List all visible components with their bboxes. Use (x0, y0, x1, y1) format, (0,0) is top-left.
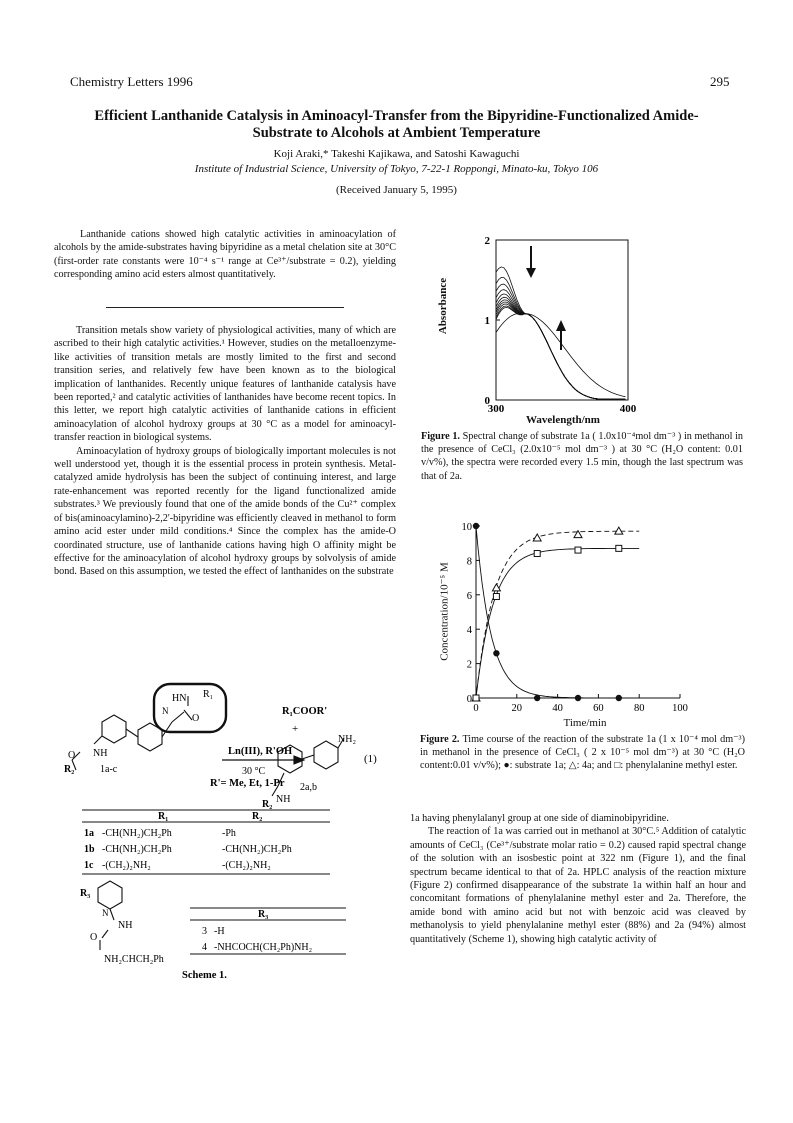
received-date: (Received January 5, 1995) (336, 184, 457, 196)
authors: Koji Araki,* Takeshi Kajikawa, and Satoshi Kawaguchi (273, 148, 520, 160)
figure2-caption-text: Time course of the reaction of the substrate 1a (1 x 10⁻⁴ mol dm⁻³) in methanol in the presence of CeCl₃ ( 2 x 10⁻⁵ mol dm⁻³) at 30 °C (H₂O content:0.01 v/v%); ●: substrate 1a; △: 4a; and □: phenylalanine methyl ester. (420, 734, 745, 772)
product-nh: NH (276, 794, 291, 805)
paragraph: Transition metals show variety of physiological activities, many of which are ascribed to their high catalytic activities.¹ However, studies on the metalloenzyme-like activities of transition metals are mostly limited to the first and second transition series, and relatively few have been known as to the biological implication of lanthanides. Recently unique features of lanthanide catalysis have been reported,² and catalytic activities of lanthanides have become recent topics. In this letter, we report high catalytic activities of lanthanide cations in efficient aminoacylation of alcohol hydroxy groups at 30 °C as a model for aminoacyl-transfer reaction in biological systems. (54, 325, 396, 444)
figure2-x-tick-label: 40 (552, 703, 563, 714)
paragraph: 1a having phenylalanyl group at one side of diaminobipyridine. (410, 813, 669, 824)
reagent-top: Ln(III), R'OH (228, 746, 293, 757)
figure1-plot (448, 228, 648, 428)
institution: Institute of Industrial Science, University of Tokyo, 7-22-1 Roppongi, Minato-ku, Tokyo 106 (194, 163, 599, 175)
paragraph: The reaction of 1a was carried out in methanol at 30°C.⁵ Addition of catalytic amounts of CeCl₃ (Ce³⁺/substrate molar ratio = 0.2) caused rapid spectral change of the solution with an isosbestic point at 322 nm (Figure 1), and the final spectrum became identical to that of 2a. HPLC analysis of the reaction mixture (Figure 2) confirmed disappearance of the substrate 1a within half an hour and concomitant formations of phenylalanine methyl ester and 2a. Therefore, the amide bond with amino acid but not with benzoic acid was cleaved by methanolysis to yield phenylalanine methyl ester (88%) and 2a (94%) almost quantitatively (Scheme 1), showing high catalytic activity of (410, 826, 746, 945)
figure1-spectrum-line (496, 304, 625, 399)
figure1-spectrum-line (496, 302, 625, 399)
side-chain: NH₂CHCH₂Ph (104, 954, 164, 965)
figure2-ester-point (493, 594, 499, 600)
table1-header-r1: R₁ (158, 811, 169, 822)
figure2-caption (420, 733, 745, 773)
figure2-y-tick-label: 8 (466, 556, 472, 568)
figure1-up-arrowhead (556, 320, 566, 331)
figure2-ylabel-box (436, 560, 456, 670)
abstract-divider (106, 307, 344, 308)
r3-label: R₃ (80, 888, 91, 899)
product-r2: R₂ (262, 799, 273, 810)
abstract (54, 228, 396, 282)
table1-cell: -CH(NH₂)CH₂Ph (102, 828, 172, 839)
figure2-xlabel: Time/min (563, 717, 607, 729)
table1-cell: 1b (84, 844, 95, 855)
figure2-ester-point (534, 551, 540, 557)
figure2-4a-point (533, 534, 541, 541)
compound-1ac: 1a-c (100, 764, 118, 775)
figure2-substrate-point (616, 695, 622, 701)
table1-cell: 1c (84, 860, 94, 871)
amide-nh: NH (93, 748, 108, 759)
figure2-x-tick-label: 20 (511, 703, 523, 714)
carbonyl-o: O (68, 750, 76, 761)
figure1-ylabel: Absorbance (437, 277, 449, 335)
amide-nh: NH (118, 920, 133, 931)
figure2-ester-curve (476, 548, 639, 698)
figure1-caption-label: Figure 1. (421, 431, 460, 442)
figure2-4a-point (615, 527, 623, 534)
scheme-caption: Scheme 1. (182, 970, 227, 981)
body-right-column (410, 812, 746, 946)
figure2-4a-curve (476, 531, 639, 698)
compound-2ab: 2a,b (300, 782, 317, 793)
table1-cell: -(CH₂)₂NH₂ (102, 860, 151, 871)
table1-cell: -(CH₂)₂NH₂ (222, 860, 271, 871)
figure1-down-arrowhead (526, 268, 536, 278)
ester-product: R₁COOR' (282, 706, 328, 717)
figure2-y-tick-label: 10 (461, 522, 472, 533)
carbonyl-o: O (90, 932, 98, 943)
table1-cell: -CH(NH₂)CH₂Ph (222, 844, 292, 855)
figure2-substrate-point (493, 650, 499, 656)
pyridine-ring (102, 715, 126, 743)
article-title: Efficient Lanthanide Catalysis in Aminoacyl-Transfer from the Bipyridine-Functionalized Amide-Substrate to Alcohols at Ambient Temperature (94, 108, 699, 141)
figure2-x-tick-label: 0 (473, 703, 479, 714)
body-left-column (54, 324, 396, 579)
figure1-caption-text: Spectral change of substrate 1a ( 1.0x10⁻⁴mol dm⁻³ ) in methanol in the presence of CeCl₃ (2.0x10⁻⁵ mol dm⁻³ ) at 30 °C (H₂O content: 0.01 v/v%), the spectra were recorded every 1.5 min, though the last spectrum was that of 2a. (421, 431, 744, 482)
pyridine-n: N (102, 908, 109, 918)
product-nh2: NH₂ (338, 734, 356, 745)
r1-label: R₁ (203, 689, 214, 700)
figure1-x-tick-label: 300 (487, 403, 505, 415)
equation-number: (1) (364, 753, 377, 765)
figure2-ylabel: Concentration/10⁻⁵ M (438, 562, 451, 661)
figure2-y-tick-label: 2 (466, 659, 472, 671)
figure2-substrate-curve (476, 526, 639, 698)
figure2-x-tick-label: 80 (633, 703, 645, 714)
figure2-ester-point (575, 547, 581, 553)
r2-label: R₂ (64, 764, 75, 775)
figure2-ester-point (616, 545, 622, 551)
journal-header: Chemistry Letters 1996 (70, 74, 193, 89)
table2-cell: -NHCOCH(CH₂Ph)NH₂ (214, 942, 313, 953)
abstract-text: Lanthanide cations showed high catalytic activities in aminoacylation of alcohols by the amide-substrates having bipyridine as a metal chelation site at 30°C (first-order rate constants were 10⁻⁴ s⁻¹ range at Ce³⁺/substrate = 0.2), yielding corresponding amino acid esters almost quantitatively. (54, 229, 396, 281)
figure1-y-tick-label: 0 (484, 395, 490, 407)
table2-cell: 4 (202, 942, 207, 953)
hn-label: HN (172, 693, 187, 704)
reagent-bottom: 30 °C (242, 766, 266, 777)
figure2-plot (430, 512, 705, 722)
figure1-ylabel-box (432, 266, 454, 356)
page-number: 295 (710, 74, 730, 89)
figure2-x-tick-label: 60 (593, 703, 604, 714)
pyridine-ring (314, 741, 338, 769)
figure1-x-tick-label: 400 (619, 403, 637, 415)
figure2-caption-label: Figure 2. (420, 734, 460, 745)
paragraph: Aminoacylation of hydroxy groups of biologically important molecules is not well understood yet, though it is the essential process in protein synthesis. Metal-catalyzed amide hydrolysis has been the subject of continuing interest, and large rate-enhancement was reported recently for the ligand functionalized amide substrates.³ We previously found that one of the amide bonds of the Cu²⁺ complex of bis(aminoacylamino)-2,2'-bipyridine was efficiently cleaved in methanol to form amino acid ester under mild conditions.⁴ Since the complex has the amide-O coordinated structure, use of lanthanide cations having high O affinity might be effective for the aminoacylation of alcohol hydroxy groups by solvolysis of amide bond. Based on this assumption, we tested the effect of lanthanides on the substrate (54, 445, 396, 578)
table2-header: R₃ (258, 909, 269, 920)
figure2-substrate-point (473, 523, 479, 529)
figure2-x-tick-label: 100 (672, 703, 688, 714)
r-prime-note: R'= Me, Et, 1-Pr (210, 778, 285, 789)
table2-cell: -H (214, 926, 225, 937)
figure1-spectrum-line (496, 306, 625, 399)
figure1-axes-frame (496, 240, 628, 400)
figure1-xlabel: Wavelength/nm (526, 414, 600, 426)
figure1-caption (421, 430, 743, 483)
table1-header-r2: R₂ (252, 811, 263, 822)
figure1-y-tick-label: 2 (484, 235, 490, 247)
pyridine-ring (98, 881, 122, 909)
figure2-substrate-point (534, 695, 540, 701)
figure1-y-tick-label: 1 (484, 315, 490, 327)
figure2-y-tick-label: 0 (466, 694, 472, 705)
scheme1 (62, 682, 407, 982)
pyridine-n: N (162, 706, 169, 716)
figure2-substrate-point (575, 695, 581, 701)
figure2-ester-point (473, 695, 479, 701)
plus-sign: + (292, 723, 299, 735)
box-o: O (192, 713, 200, 724)
table1-cell: 1a (84, 828, 94, 839)
table2-cell: 3 (202, 926, 207, 937)
table1-cell: -CH(NH₂)CH₂Ph (102, 844, 172, 855)
figure2-y-tick-label: 6 (466, 590, 472, 602)
figure2-y-tick-label: 4 (466, 625, 472, 637)
table1-cell: -Ph (222, 828, 236, 839)
